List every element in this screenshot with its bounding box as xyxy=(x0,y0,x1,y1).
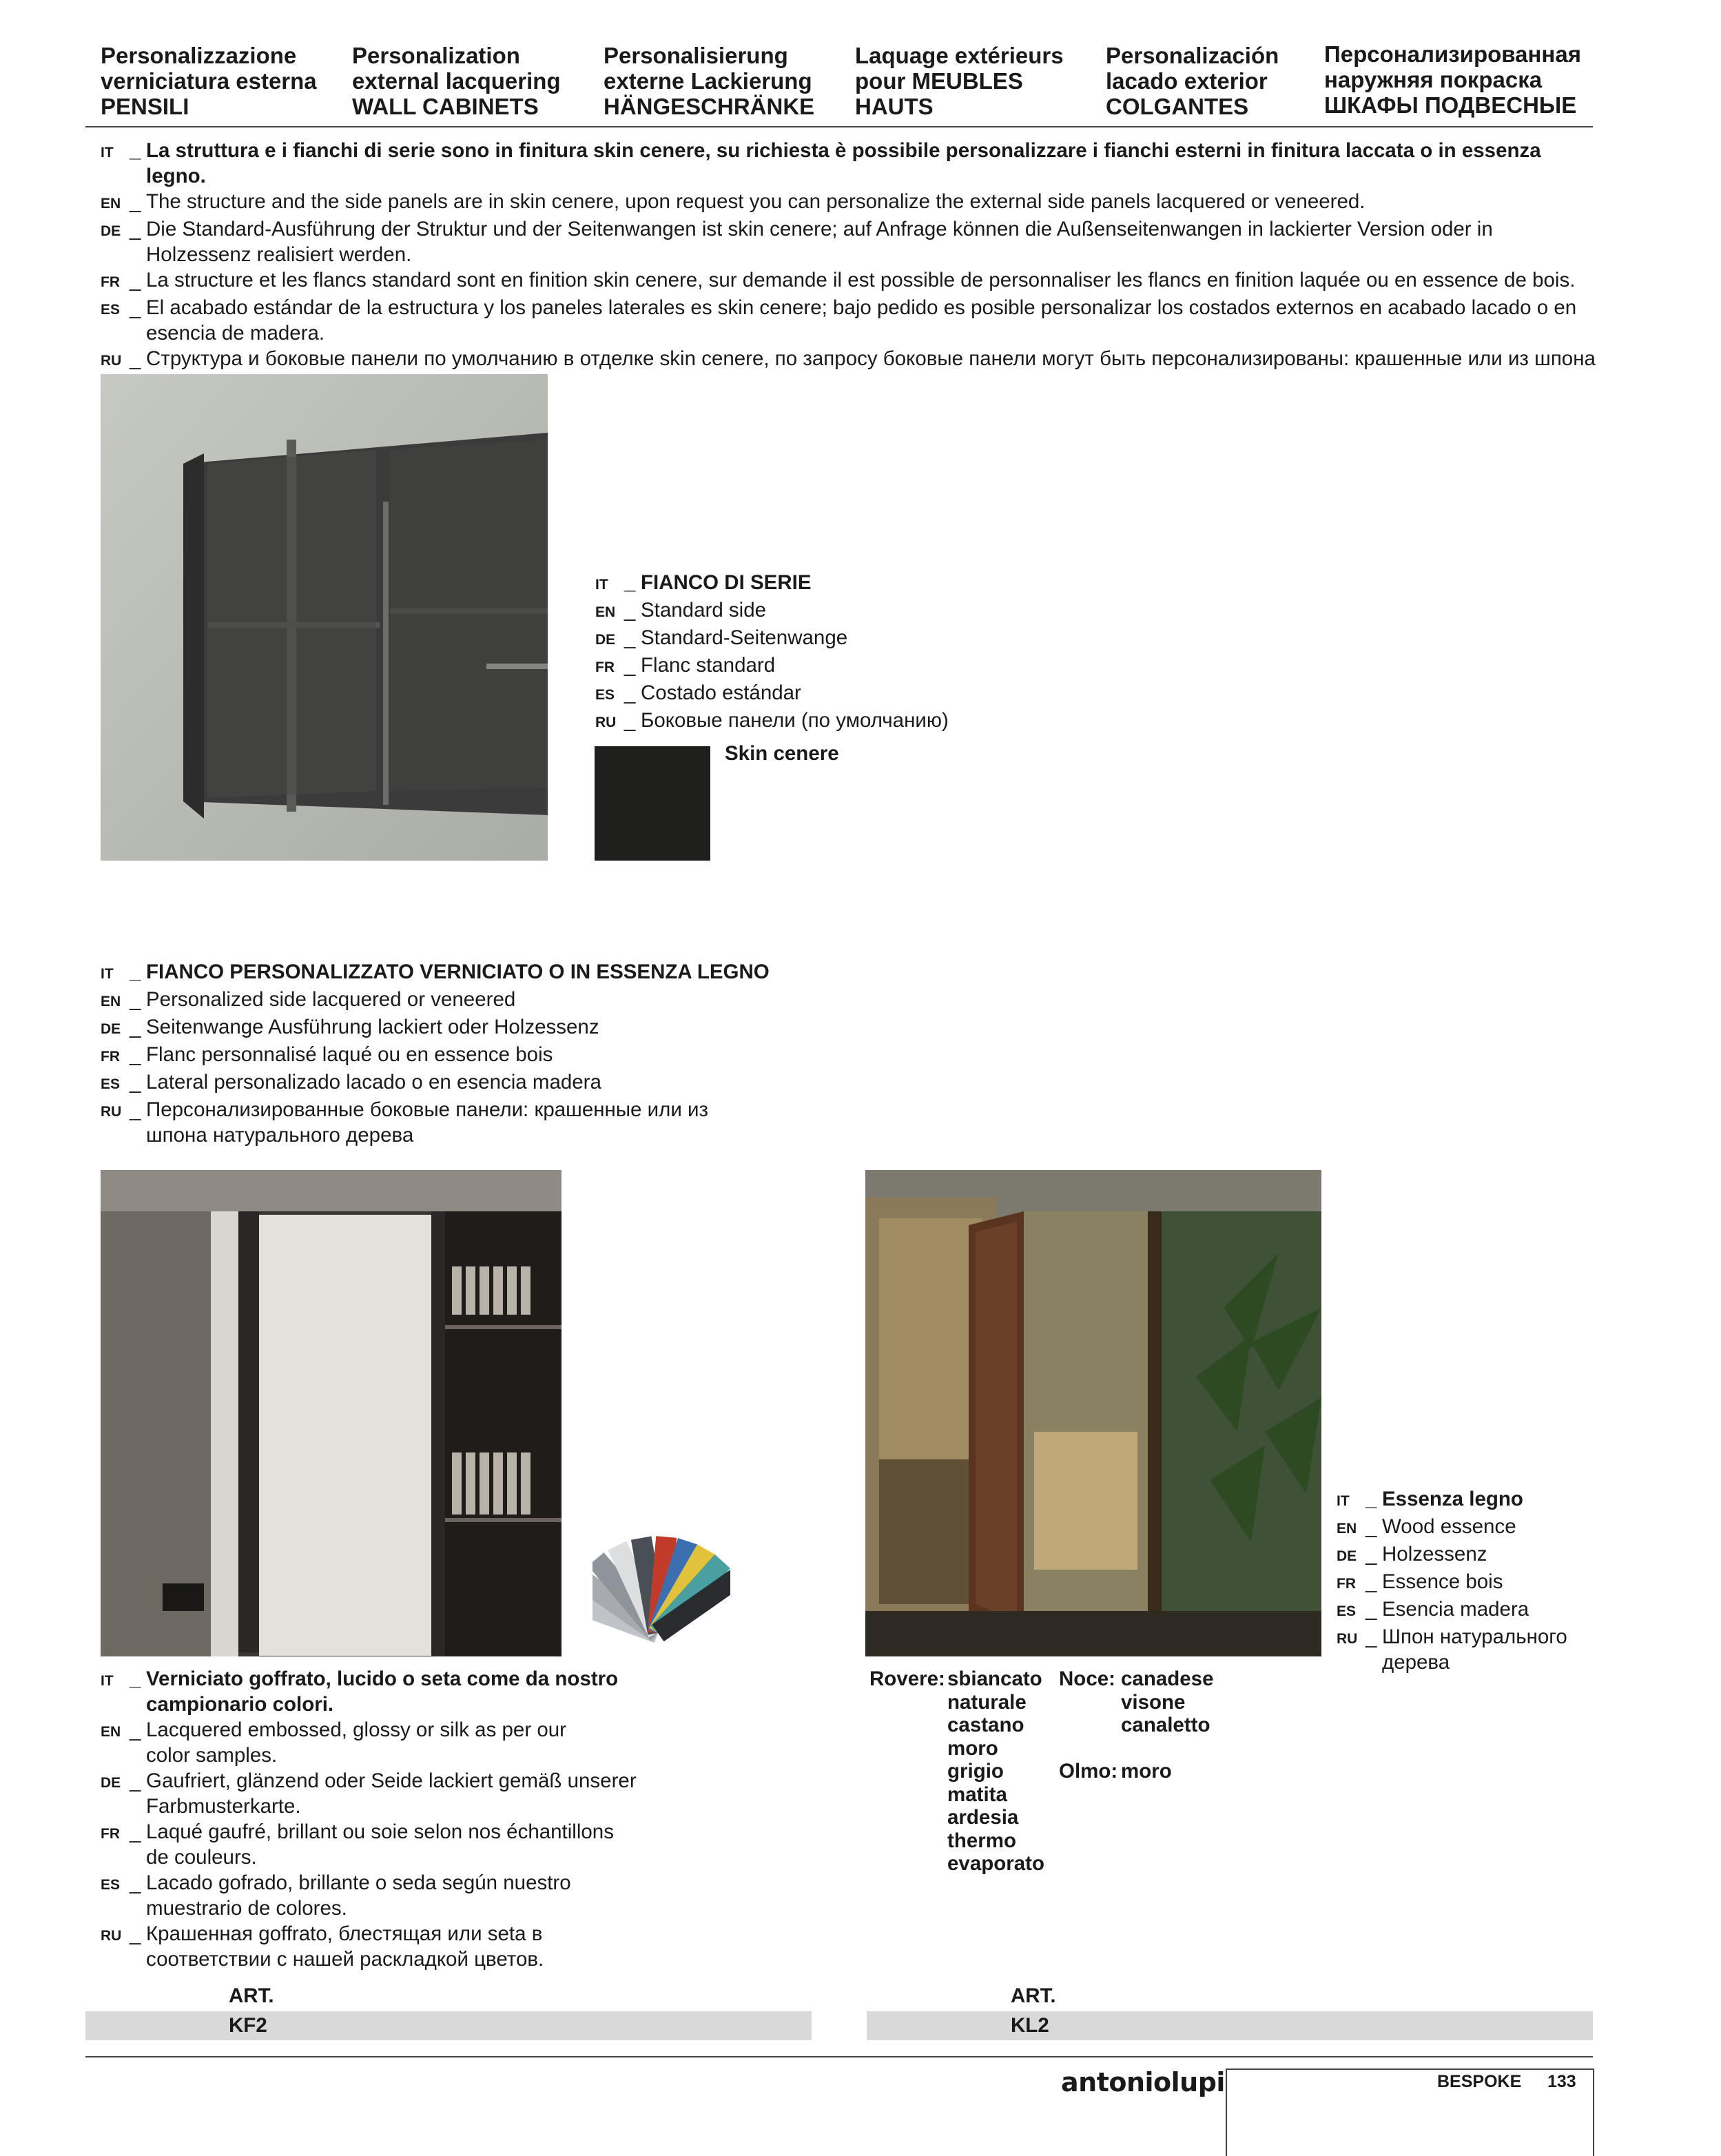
intro-it: IT _ La struttura e i fianchi di serie sono in finitura skin cenere, su richiesta è possibile personalizzare i fianchi esterni in finitura laccata o in essenza legno. xyxy=(101,139,1541,187)
header-col-en: Personalization external lacquering WALL CABINETS xyxy=(352,43,561,119)
footer-section: BESPOKE xyxy=(1437,2072,1522,2091)
standard-en: EN _ Standard side xyxy=(595,599,767,622)
noce-item: visone xyxy=(1121,1690,1186,1714)
wood-es: ES _ Esencia madera xyxy=(1337,1598,1529,1621)
rovere-item: matita xyxy=(947,1783,1007,1806)
standard-de: DE _ Standard-Seitenwange xyxy=(595,626,848,649)
custom-de: DE _ Seitenwange Ausführung lackiert oder Holzessenz xyxy=(101,1016,599,1038)
lacquered-cabinet-photo xyxy=(101,1170,561,1656)
footer-box xyxy=(1226,2068,1594,2156)
wood-de: DE _ Holzessenz xyxy=(1337,1543,1487,1565)
wood-cabinet-photo xyxy=(865,1170,1321,1656)
rovere-item: sbiancato xyxy=(947,1667,1042,1690)
standard-cabinet-photo xyxy=(101,374,548,861)
brand-logo: antoniolupi xyxy=(1061,2067,1225,2097)
standard-cabinet-illustration xyxy=(101,374,548,861)
olmo-item: moro xyxy=(1121,1760,1172,1783)
skin-cenere-swatch xyxy=(595,746,710,861)
custom-es: ES _ Lateral personalizado lacado o en esencia madera xyxy=(101,1071,601,1094)
custom-ru: RU _ Персонализированные боковые панели: крашенные или из шпона натурального дерева xyxy=(101,1098,709,1147)
rovere-label: Rovere: xyxy=(869,1667,945,1690)
color-fan-illustration xyxy=(592,1516,730,1661)
rovere-item: naturale xyxy=(947,1690,1027,1714)
olmo-label: Olmo: xyxy=(1059,1760,1118,1783)
wood-en: EN _ Wood essence xyxy=(1337,1515,1516,1538)
noce-item: canadese xyxy=(1121,1667,1214,1690)
lacq-it: IT _ Verniciato goffrato, lucido o seta come da nostro campionario colori. xyxy=(101,1667,619,1716)
header-col-es: Personalización lacado exterior COLGANTES xyxy=(1106,43,1279,119)
rovere-item: ardesia xyxy=(947,1806,1019,1829)
custom-side-caption xyxy=(101,959,790,1148)
lacq-en: EN _ Lacquered embossed, glossy or silk as per our color samples. xyxy=(101,1718,566,1767)
lacq-de: DE _ Gaufriert, glänzend oder Seide lackiert gemäß unserer Farbmusterkarte. xyxy=(101,1769,637,1818)
header xyxy=(101,43,1597,125)
wood-cabinet-illustration xyxy=(865,1170,1321,1656)
lacquered-caption xyxy=(101,1666,652,1972)
header-col-fr: Laquage extérieurs pour MEUBLES HAUTS xyxy=(855,43,1064,119)
art-bar-left xyxy=(85,2011,812,2040)
rovere-item: moro xyxy=(947,1736,998,1760)
art-bar-right xyxy=(867,2011,1593,2040)
header-col-ru: Персонализированная наружняя покраска ШКАФЫ ПОДВЕСНЫЕ xyxy=(1324,41,1581,118)
custom-it: IT _ FIANCO PERSONALIZZATO VERNICIATO O IN ESSENZA LEGNO xyxy=(101,961,770,983)
art-label-left: ART. xyxy=(229,1984,274,2007)
intro-fr: FR _ La structure et les flancs standard sont en finition skin cenere, sur demande il est possible de personnaliser les flancs en finition laquée ou en essence de bois. xyxy=(101,269,1576,291)
lacq-fr: FR _ Laqué gaufré, brillant ou soie selon nos échantillons de couleurs. xyxy=(101,1820,614,1869)
wood-it: IT _ Essenza legno xyxy=(1337,1488,1523,1510)
intro-text xyxy=(101,138,1596,397)
standard-side-caption xyxy=(595,570,1078,735)
standard-it: IT _ FIANCO DI SERIE xyxy=(595,571,812,594)
color-samples-fan xyxy=(592,1516,730,1661)
header-rule xyxy=(85,126,1593,127)
rovere-item: evaporato xyxy=(947,1852,1044,1875)
custom-fr: FR _ Flanc personnalisé laqué ou en essence bois xyxy=(101,1043,553,1066)
intro-es: ES _ El acabado estándar de la estructura y los paneles laterales es skin cenere; bajo pedido es posible personalizar los costados externos en acabado lacado o en esencia de madera. xyxy=(101,296,1577,345)
intro-en: EN _ The structure and the side panels are in skin cenere, upon request you can personalize the external side panels lacquered or veneered. xyxy=(101,190,1366,213)
art-label-right: ART. xyxy=(1011,1984,1056,2007)
art-code-right: KL2 xyxy=(1011,2014,1049,2037)
noce-item: canaletto xyxy=(1121,1714,1210,1736)
header-col-it: Personalizzazione verniciatura esterna PENSILI xyxy=(101,43,317,119)
intro-ru: RU _ Структура и боковые панели по умолчанию в отделке skin cenere, по запросу боковые панели могут быть персонализированы: крашенные или из шпона xyxy=(101,347,1596,370)
wood-ru: RU _ Шпон натурального дерева xyxy=(1337,1625,1567,1674)
header-col-de: Personalisierung externe Lackierung HÄNGESCHRÄNKE xyxy=(604,43,815,119)
standard-es: ES _ Costado estándar xyxy=(595,681,801,704)
rovere-item: castano xyxy=(947,1714,1024,1736)
rovere-item: grigio xyxy=(947,1760,1004,1783)
lacq-ru: RU _ Крашенная goffrato, блестящая или seta в соответствии с нашей раскладкой цветов. xyxy=(101,1922,544,1971)
custom-en: EN _ Personalized side lacquered or veneered xyxy=(101,988,516,1011)
noce-label: Noce: xyxy=(1059,1667,1115,1690)
art-code-left: KF2 xyxy=(229,2014,267,2037)
lacquered-cabinet-illustration xyxy=(101,1170,561,1656)
page-number: 133 xyxy=(1547,2072,1576,2091)
rovere-list xyxy=(947,1667,1044,1876)
skin-cenere-label: Skin cenere xyxy=(725,742,839,765)
standard-fr: FR _ Flanc standard xyxy=(595,654,776,677)
standard-ru: RU _ Боковые панели (по умолчанию) xyxy=(595,709,949,732)
noce-list xyxy=(1121,1667,1213,1737)
rovere-item: thermo xyxy=(947,1829,1016,1852)
footer-rule xyxy=(85,2056,1593,2057)
wood-fr: FR _ Essence bois xyxy=(1337,1570,1503,1593)
wood-essence-caption xyxy=(1337,1486,1585,1675)
intro-de: DE _ Die Standard-Ausführung der Struktur und der Seitenwangen ist skin cenere; auf Anfrage können die Außenseitenwangen in lackierter Version oder in Holzessenz realisiert werden. xyxy=(101,218,1493,266)
lacq-es: ES _ Lacado gofrado, brillante o seda según nuestro muestrario de colores. xyxy=(101,1871,571,1920)
